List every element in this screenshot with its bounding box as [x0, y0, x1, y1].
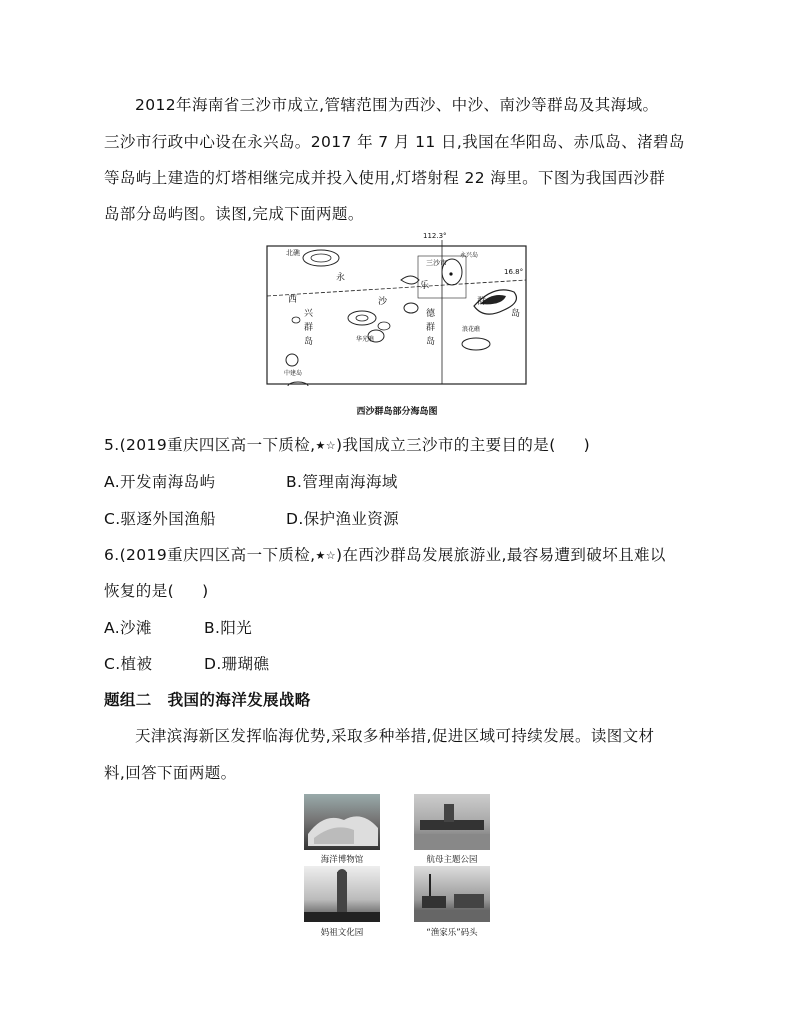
q6-option-c: C.植被: [104, 655, 153, 673]
q5-option-a: A.开发南海岛屿: [104, 473, 216, 491]
q6-option-b: B.阳光: [204, 619, 253, 637]
q6-option-d: D.珊瑚礁: [204, 655, 270, 673]
q6-stem: [104, 543, 666, 565]
map-label-xing: 兴: [304, 309, 314, 319]
map-label-yongxing: 永兴岛: [460, 252, 479, 259]
intro-line-1: 2012年海南省三沙市成立,管辖范围为西沙、中沙、南沙等群岛及其海域。: [135, 96, 659, 114]
map-label-dao-left: 岛: [304, 337, 314, 347]
photo-caption-carrier-park: 航母主题公园: [426, 855, 478, 865]
map-label-sansha: 三沙市: [426, 259, 447, 267]
sansha-city-dot: [449, 272, 452, 275]
map-label-qun-left: 群: [304, 323, 314, 333]
photo-caption-fishing-pier: “渔家乐”码头: [426, 928, 478, 938]
xisha-map: [266, 232, 528, 386]
map-label-qun-right: 群: [477, 297, 487, 307]
photo-fishing-pier-art: [414, 866, 490, 922]
q6-close: ): [202, 582, 209, 600]
map-lat-label: 16.8°: [504, 268, 524, 276]
photo-ocean-museum-art: [304, 794, 380, 850]
map-caption: 西沙群岛部分海岛图: [356, 407, 438, 417]
q6-option-a: A.沙滩: [104, 619, 152, 637]
q5-close: ): [583, 436, 591, 454]
map-label-beijiao: 北礁: [286, 249, 300, 257]
photo-fishing-pier: [414, 866, 490, 922]
map-label-le: 乐: [420, 281, 430, 291]
q6-stem-line-2: [104, 579, 209, 601]
photo-mazu-park-art: [304, 866, 380, 922]
map-label-dao-right: 岛: [511, 309, 521, 319]
map-label-de: 德: [426, 309, 436, 319]
q5-option-c: C.驱逐外国渔船: [104, 510, 216, 528]
q6-stem-rest: )在西沙群岛发展旅游业,最容易遭到破坏且难以: [336, 546, 666, 564]
q6-stem-line-2-text: 恢复的是(: [104, 582, 175, 600]
map-label-zhongjian: 中建岛: [284, 370, 303, 377]
q5-stem: [104, 433, 590, 455]
intro-line-4: 岛部分岛屿图。读图,完成下面两题。: [104, 205, 364, 223]
q5-stem-start: 5.(2019重庆四区高一下质检,: [104, 436, 316, 454]
map-label-langhua: 浪花礁: [462, 326, 481, 333]
map-label-sha: 沙: [378, 297, 388, 307]
map-label-yong: 永: [336, 273, 346, 283]
map-label-qun-mid: 群: [426, 323, 436, 333]
tianjin-line-2: 料,回答下面两题。: [104, 764, 237, 782]
q5-option-d: D.保护渔业资源: [286, 510, 400, 528]
q5-option-b: B.管理南海海域: [286, 473, 398, 491]
photo-caption-ocean-museum: 海洋博物馆: [320, 855, 364, 865]
intro-line-3: 等岛屿上建造的灯塔相继完成并投入使用,灯塔射程 22 海里。下图为我国西沙群: [104, 169, 666, 187]
intro-line-2: 三沙市行政中心设在永兴岛。2017 年 7 月 11 日,我国在华阳岛、赤瓜岛、渚碧岛: [104, 133, 685, 151]
map-label-xi: 西: [288, 295, 298, 305]
q5-difficulty-badge: ★☆: [315, 439, 337, 452]
map-label-dao-mid: 岛: [426, 337, 436, 347]
tianjin-line-1: 天津滨海新区发挥临海优势,采取多种举措,促进区域可持续发展。读图文材: [135, 727, 655, 745]
map-label-huaguang: 华光礁: [356, 336, 375, 343]
photo-ocean-museum: [304, 794, 380, 850]
photo-mazu-park: [304, 866, 380, 922]
section-heading: 题组二 我国的海洋发展战略: [104, 691, 311, 709]
photo-caption-mazu-park: 妈祖文化园: [320, 928, 364, 938]
photo-carrier-park: [414, 794, 490, 850]
q5-stem-rest: )我国成立三沙市的主要目的是(: [336, 436, 556, 454]
map-lon-label: 112.3°: [423, 232, 447, 240]
photo-carrier-park-art: [414, 794, 490, 850]
q6-difficulty-badge: ★☆: [315, 549, 337, 562]
q6-stem-start: 6.(2019重庆四区高一下质检,: [104, 546, 316, 564]
